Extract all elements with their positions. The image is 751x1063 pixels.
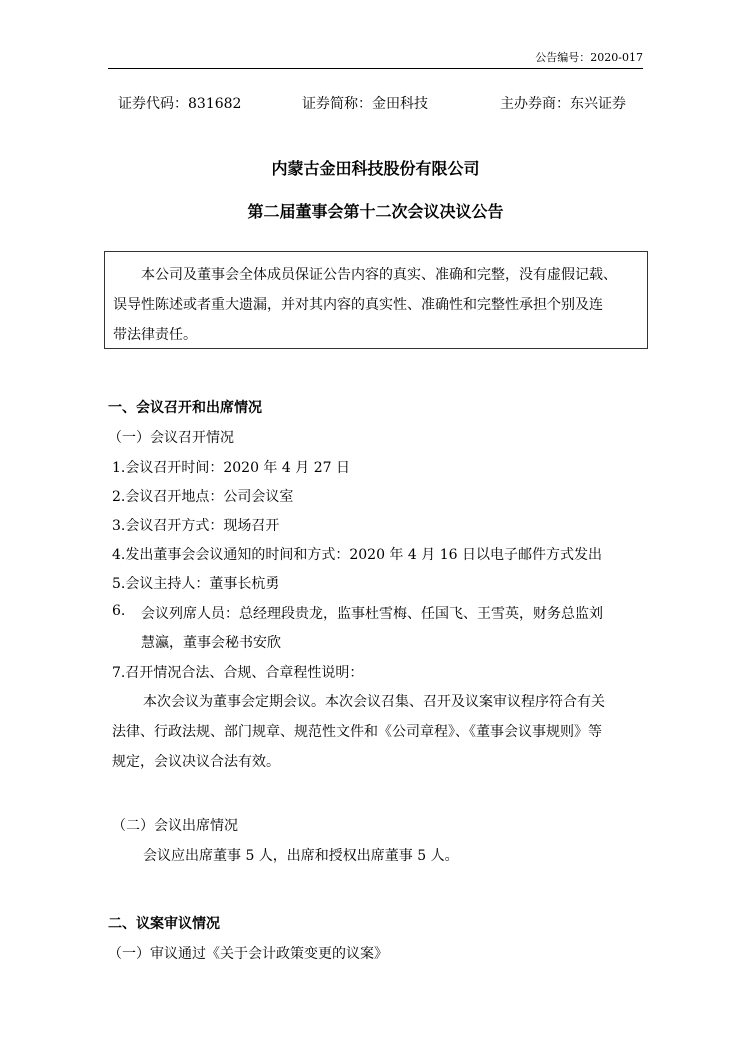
section-1-sub-1: （一）会议召开情况	[108, 430, 234, 446]
securities-short-name: 证券简称：金田科技	[302, 96, 428, 112]
paragraph-line-3: 规定，会议决议合法有效。	[112, 754, 280, 770]
paragraph-line-1: 本次会议为董事会定期会议。本次会议召集、召开及议案审议程序符合有关	[143, 694, 605, 710]
item-3: 3.会议召开方式：现场召开	[112, 518, 280, 534]
section-1-sub-2: （二）会议出席情况	[112, 818, 238, 834]
section-2-sub-1: （一）审议通过《关于会计政策变更的议案》	[108, 946, 388, 962]
header-notice-number: 公告编号：2020-017	[535, 51, 643, 64]
header-rule	[108, 68, 643, 69]
announcement-title: 第二届董事会第十二次会议决议公告	[247, 202, 504, 221]
item-6-line-2: 慧瀛，董事会秘书安欣	[141, 635, 281, 651]
section-2-heading: 二、议案审议情况	[108, 916, 220, 932]
attendance-line: 会议应出席董事 5 人，出席和授权出席董事 5 人。	[143, 848, 459, 864]
item-6-line-1: 会议列席人员：总经理段贵龙，监事杜雪梅、任国飞、王雪英，财务总监刘	[141, 606, 603, 622]
statement-box	[104, 251, 648, 349]
company-title: 内蒙古金田科技股份有限公司	[271, 159, 480, 178]
paragraph-line-2: 法律、行政法规、部门规章、规范性文件和《公司章程》、《董事会议事规则》等	[112, 724, 602, 740]
item-4: 4.发出董事会会议通知的时间和方式：2020 年 4 月 16 日以电子邮件方式发出	[112, 547, 602, 563]
statement-line-3: 带法律责任。	[113, 327, 197, 343]
section-1-heading: 一、会议召开和出席情况	[108, 400, 262, 416]
item-2: 2.会议召开地点：公司会议室	[112, 489, 294, 505]
statement-line-1: 本公司及董事会全体成员保证公告内容的真实、准确和完整，没有虚假记载、	[141, 267, 617, 283]
item-7: 7.召开情况合法、合规、合章程性说明：	[112, 665, 364, 681]
securities-code: 证券代码：831682	[118, 96, 242, 112]
item-5: 5.会议主持人：董事长杭勇	[112, 576, 280, 592]
sponsor-broker: 主办券商：东兴证券	[500, 96, 626, 112]
statement-line-2: 误导性陈述或者重大遗漏，并对其内容的真实性、准确性和完整性承担个别及连	[113, 297, 603, 313]
item-1: 1.会议召开时间：2020 年 4 月 27 日	[112, 460, 350, 476]
item-6-number: 6.	[112, 603, 126, 619]
